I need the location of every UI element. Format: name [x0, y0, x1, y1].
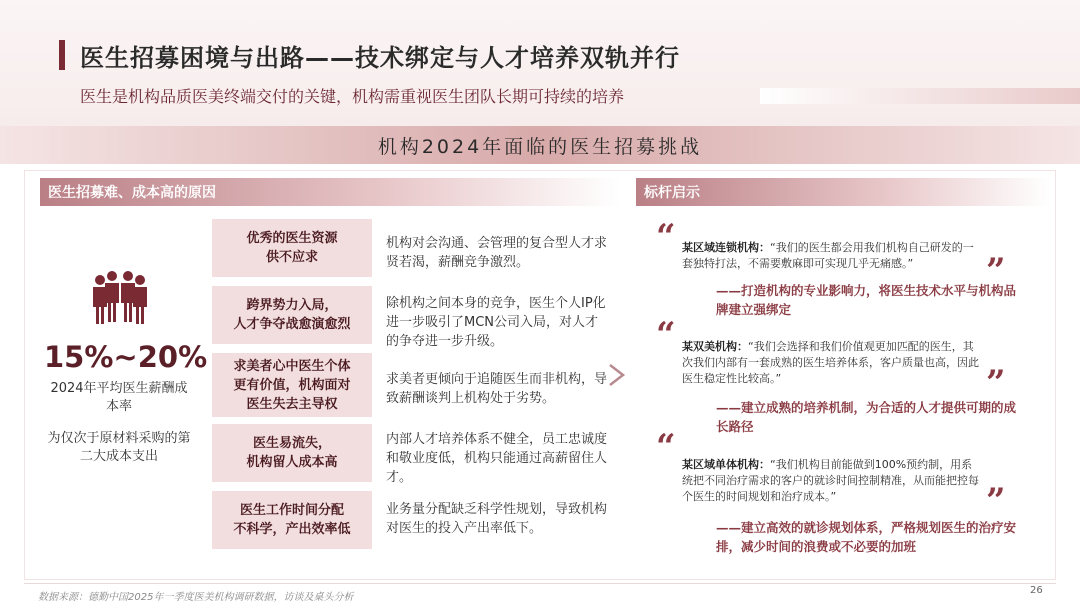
- right-section-header: [636, 178, 1050, 206]
- reason-title: 跨界势力入局， 人才争夺战愈演愈烈: [233, 298, 351, 332]
- insight-text: ——建立成熟的培养机制，为合适的人才提供可期的成长路径: [716, 400, 1017, 434]
- close-quote-icon: ”: [986, 363, 1006, 403]
- reason-title: 医生工作时间分配 不科学，产出效率低: [233, 503, 351, 537]
- quote-text: 某区域单体机构：“我们机构目前能做到100%预约制，用系统把不同治疗需求的客户的就诊时间控制精准，从而能把控每个医生的时间规划和治疗成本。”: [682, 458, 979, 503]
- title-accent-bar: [59, 40, 65, 70]
- page-number: 26: [1030, 585, 1043, 596]
- stat-label: 2024年平均医生薪酬成本率: [50, 381, 188, 414]
- left-section-title: 医生招募难、成本高的原因: [48, 185, 216, 201]
- chevron-right-icon: [606, 362, 628, 388]
- left-section-header: [40, 178, 620, 206]
- reason-box: [212, 353, 372, 417]
- close-quote-icon: ”: [986, 251, 1006, 291]
- people-group-icon: [90, 270, 150, 326]
- reason-desc: 机构对会沟通、会管理的复合型人才求贤若渴，薪酬竞争激烈。: [386, 236, 608, 270]
- reason-desc: 内部人才培养体系不健全，员工忠诚度和敬业度低，机构只能通过高薪留住人才。: [386, 432, 608, 485]
- reason-title: 优秀的医生资源 供不应求: [246, 231, 338, 265]
- insight-text: ——建立高效的就诊规划体系，严格规划医生的治疗安排，减少时间的浪费或不必要的加班: [716, 520, 1017, 554]
- reason-box: [212, 424, 372, 482]
- footer-source: 数据来源：德勤中国2025年一季度医美机构调研数据，访谈及桌头分析: [38, 592, 354, 603]
- reason-desc: 求美者更倾向于追随医生而非机构，导致薪酬谈判上机构处于劣势。: [386, 372, 608, 406]
- reason-box: [212, 219, 372, 277]
- close-quote-icon: ”: [986, 481, 1006, 521]
- reason-box: [212, 491, 372, 549]
- reason-title: 求美者心中医生个体 更有价值，机构面对 医生失去主导权: [233, 358, 351, 412]
- quote-text: 某双美机构：“我们会选择和我们价值观更加匹配的医生，其次我们内部有一套成熟的医生培养体系，客户质量也高，因此医生稳定性比较高。”: [682, 340, 979, 385]
- page-subtitle: 医生是机构品质医美终端交付的关键，机构需重视医生团队长期可持续的培养: [80, 87, 625, 106]
- footer-divider: [24, 583, 1056, 584]
- reason-box: [212, 286, 372, 344]
- quote-text: 某区域连锁机构：“我们的医生都会用我们机构自己研发的一套独特打法，不需要敷麻即可实现几乎无痛感。”: [682, 241, 974, 270]
- open-quote-icon: “: [656, 217, 676, 257]
- insight-text: ——打造机构的专业影响力，将医生技术水平与机构品牌建立强绑定: [716, 283, 1017, 317]
- stat-note: 为仅次于原材料采购的第二大成本支出: [47, 431, 191, 464]
- reason-desc: 业务量分配缺乏科学性规划，导致机构对医生的投入产出率低下。: [386, 502, 608, 536]
- subtitle-decoration: [760, 88, 1080, 104]
- open-quote-icon: “: [656, 427, 676, 467]
- page-title: 医生招募困境与出路——技术绑定与人才培养双轨并行: [80, 44, 680, 72]
- section-title: 机构2024年面临的医生招募挑战: [377, 136, 703, 158]
- reason-title: 医生易流失， 机构留人成本高: [246, 436, 338, 470]
- stat-value: 15%~20%: [44, 340, 208, 374]
- reason-desc: 除机构之间本身的竞争，医生个人IP化进一步吸引了MCN公司入局，对人才的争夺进一步升级。: [386, 296, 606, 349]
- right-section-title: 标杆启示: [644, 185, 700, 201]
- open-quote-icon: “: [656, 315, 676, 355]
